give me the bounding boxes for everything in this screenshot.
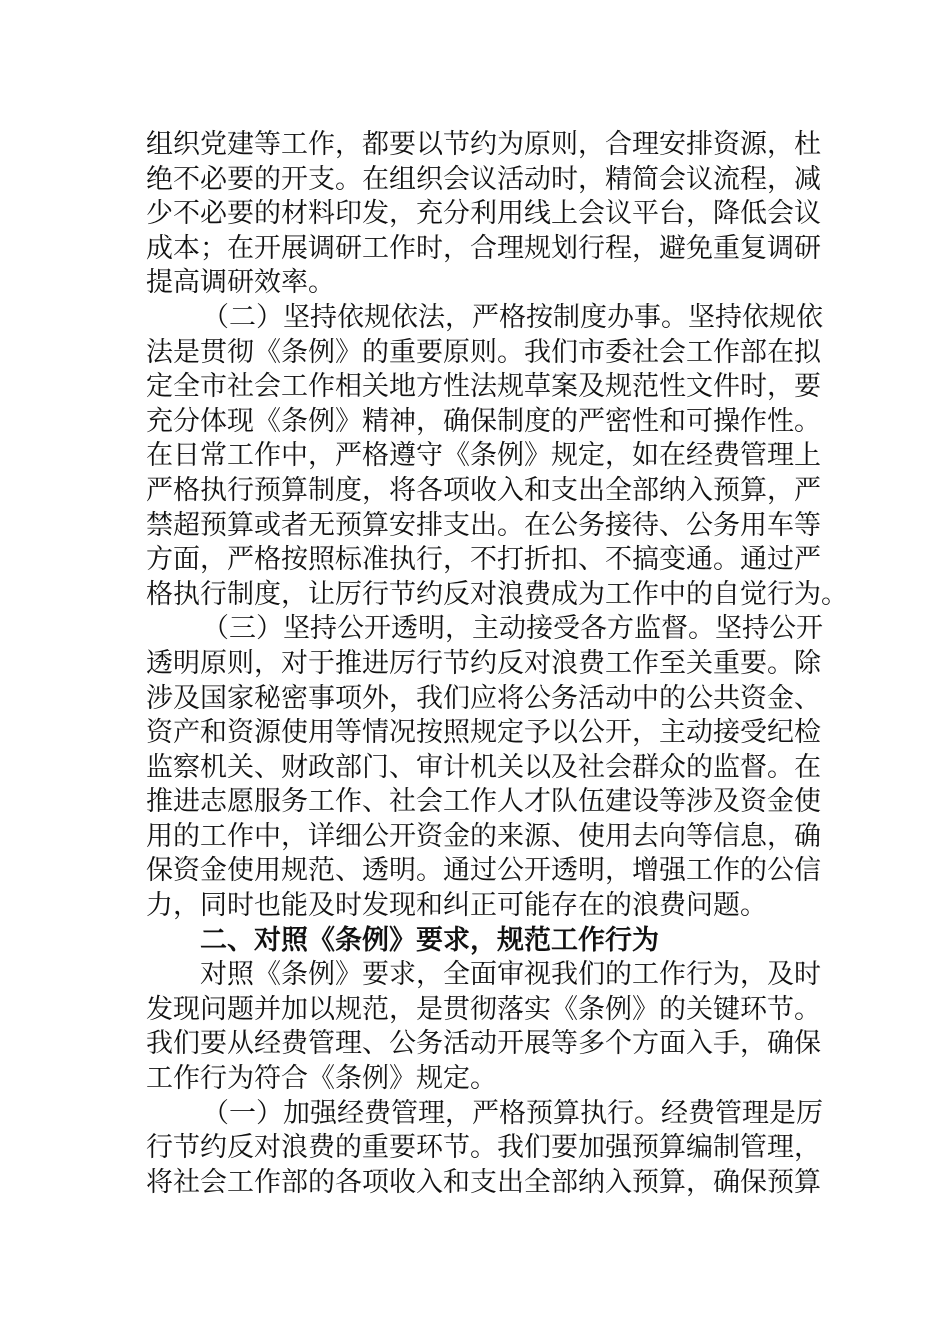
paragraph-line: 充分体现《条例》精神，确保制度的严密性和可操作性。 bbox=[146, 405, 821, 437]
paragraph-line: 透明原则，对于推进厉行节约反对浪费工作至关重要。除 bbox=[146, 647, 821, 679]
paragraph-line: 涉及国家秘密事项外，我们应将公务活动中的公共资金、 bbox=[146, 682, 821, 714]
paragraph-line: 方面，严格按照标准执行，不打折扣、不搞变通。通过严 bbox=[146, 544, 821, 576]
paragraph-line: 提高调研效率。 bbox=[146, 267, 335, 299]
paragraph-line: 禁超预算或者无预算安排支出。在公务接待、公务用车等 bbox=[146, 509, 821, 541]
section-subheading-line: （三）坚持公开透明，主动接受各方监督。坚持公开 bbox=[202, 613, 823, 645]
section-subheading-line: （一）加强经费管理，严格预算执行。经费管理是厉 bbox=[202, 1097, 823, 1129]
paragraph-line: 绝不必要的开支。在组织会议活动时，精简会议流程，减 bbox=[146, 163, 821, 195]
paragraph-line: 将社会工作部的各项收入和支出全部纳入预算，确保预算 bbox=[146, 1166, 821, 1198]
paragraph-line: 法是贯彻《条例》的重要原则。我们市委社会工作部在拟 bbox=[146, 336, 821, 368]
paragraph-line: 保资金使用规范、透明。通过公开透明，增强工作的公信 bbox=[146, 855, 821, 887]
paragraph-line: 在日常工作中，严格遵守《条例》规定，如在经费管理上 bbox=[146, 440, 821, 472]
paragraph-line: 严格执行预算制度，将各项收入和支出全部纳入预算，严 bbox=[146, 474, 821, 506]
paragraph-line: 监察机关、财政部门、审计机关以及社会群众的监督。在 bbox=[146, 751, 821, 783]
paragraph-line: 用的工作中，详细公开资金的来源、使用去向等信息，确 bbox=[146, 820, 821, 852]
section-heading: 二、对照《条例》要求，规范工作行为 bbox=[200, 924, 659, 956]
paragraph-line: 力，同时也能及时发现和纠正可能存在的浪费问题。 bbox=[146, 890, 767, 922]
paragraph-line: 行节约反对浪费的重要环节。我们要加强预算编制管理， bbox=[146, 1132, 821, 1164]
paragraph-line: 成本；在开展调研工作时，合理规划行程，避免重复调研 bbox=[146, 232, 821, 264]
paragraph-line: 资产和资源使用等情况按照规定予以公开，主动接受纪检 bbox=[146, 717, 821, 749]
paragraph-line: 少不必要的材料印发，充分利用线上会议平台，降低会议 bbox=[146, 198, 821, 230]
paragraph-line: 组织党建等工作，都要以节约为原则，合理安排资源，杜 bbox=[146, 129, 821, 160]
paragraph-line: 发现问题并加以规范，是贯彻落实《条例》的关键环节。 bbox=[146, 993, 821, 1025]
section-subheading-line: （二）坚持依规依法，严格按制度办事。坚持依规依 bbox=[202, 301, 823, 333]
paragraph-line: 推进志愿服务工作、社会工作人才队伍建设等涉及资金使 bbox=[146, 786, 821, 818]
paragraph-line: 定全市社会工作相关地方性法规草案及规范性文件时，要 bbox=[146, 371, 821, 403]
document-body bbox=[146, 128, 848, 1200]
paragraph-line: 工作行为符合《条例》规定。 bbox=[146, 1063, 497, 1095]
paragraph-line: 格执行制度，让厉行节约反对浪费成为工作中的自觉行为。 bbox=[146, 578, 848, 610]
paragraph-line: 对照《条例》要求，全面审视我们的工作行为，及时 bbox=[200, 959, 821, 991]
paragraph-line: 我们要从经费管理、公务活动开展等多个方面入手，确保 bbox=[146, 1028, 821, 1060]
